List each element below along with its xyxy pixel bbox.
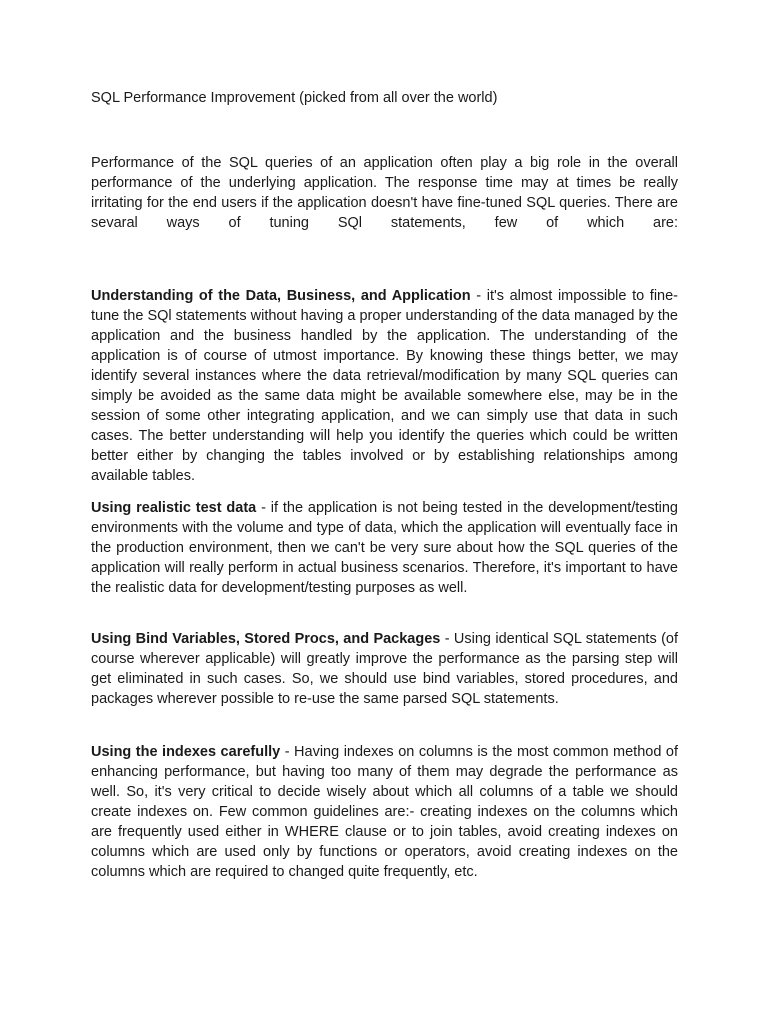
section-paragraph-bind-variables [91, 629, 678, 709]
section-paragraph-indexes [91, 742, 678, 882]
section-heading: Using realistic test data [91, 500, 257, 516]
section-heading: Using Bind Variables, Stored Procs, and Packages [91, 631, 441, 647]
section-paragraph-data-business-application [91, 286, 678, 486]
section-body: - Using identical SQL statements (of course wherever applicable) will greatly improve the performance as the parsing step will get eliminated in such cases. So, we should use bind variables, stored procedures, and packages wherever possible to re-use the same parsed SQL statements. [91, 631, 678, 707]
section-heading: Understanding of the Data, Business, and Application [91, 288, 471, 304]
section-body: - Having indexes on columns is the most common method of enhancing performance, but having too many of them may degrade the performance as well. So, it's very critical to decide wisely about which all columns of a table we should create indexes on. Few common guidelines are:- creating indexes on the columns which are frequently used either in WHERE clause or to join tables, avoid creating indexes on columns which are used only by functions or operators, avoid creating indexes on the columns which are required to changed quite frequently, etc. [91, 744, 678, 880]
intro-paragraph: Performance of the SQL queries of an application often play a big role in the overall performance of the underlying application. The response time may at times be really irritating for the end users if the application doesn't have fine-tuned SQL queries. There are sevaral ways of tuning SQl statements, few of which are: [91, 155, 678, 231]
section-paragraph-realistic-test-data [91, 498, 678, 598]
section-body: - it's almost impossible to fine-tune the SQl statements without having a proper understanding of the data managed by the application and the business handled by the application. The understanding of the application is of course of utmost importance. By knowing these things better, we may identify several instances where the data retrieval/modification by many SQL queries can simply be avoided as the same data might be available somewhere else, may be in the session of some other integrating application, and we can simply use that data in such cases. The better understanding will help you identify the queries which could be written better either by changing the tables involved or by establishing relationships among available tables. [91, 288, 678, 484]
section-heading: Using the indexes carefully [91, 744, 281, 760]
section-body: - if the application is not being tested in the development/testing environments with the volume and type of data, which the application will eventually face in the production environment, then we can't be very sure about how the SQL queries of the application will really perform in actual business scenarios. Therefore, it's important to have the realistic data for development/testing purposes as well. [91, 500, 678, 596]
document-title: SQL Performance Improvement (picked from all over the world) [91, 90, 498, 106]
